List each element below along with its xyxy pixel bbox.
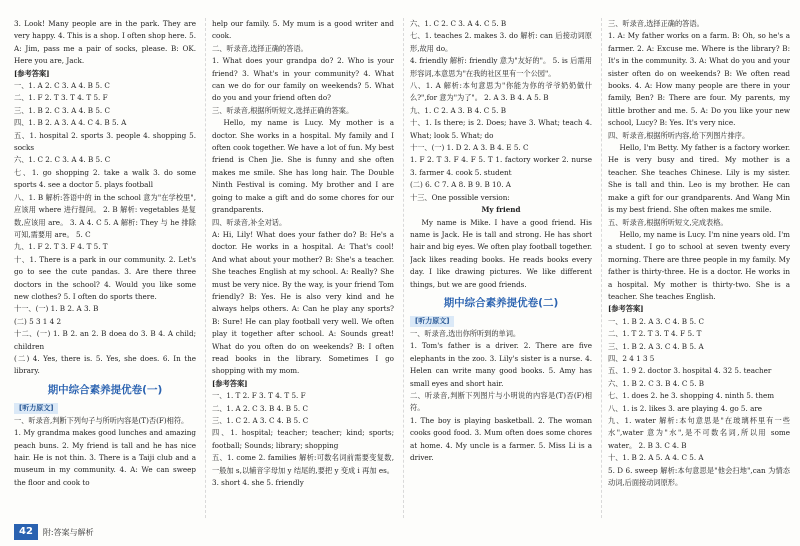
text-line: 九、1. C 2. A 3. B 4. C 5. B (410, 105, 506, 115)
text-line: 十、1. Is there; is 2. Does; have 3. What; teach 4. What; look 5. What; do (410, 118, 592, 140)
subsection-label: [听力原文] (410, 316, 454, 327)
footer-label: 附:答案与解析 (42, 527, 94, 537)
column-3 (410, 18, 592, 518)
answer-heading: [参考答案] (14, 68, 50, 78)
text-line: 五、1. come 2. families 解析:可数名词前需要变复数,一般加 s,以辅音字母加 y 结尾的,要把 y 变成 i 再加 es。 3. short 4. she 5. friendly (212, 453, 394, 488)
text-line: 九、1. water 解析:本句意思是"在玻璃杯里有一些水",water 意为"水",是不可数名词,所以用 some water。 2. B 3. C 4. B (608, 416, 790, 450)
text-line: Hello, my name is Lucy. I'm nine years old. I'm a student. I go to school at seven twenty every morning. There are three people in my family. My father is thirty-three. He is a doctor. He works in a hospital. My mother is thirty-two. She is a teacher. She teaches English. (608, 229, 790, 301)
text-line: 四、1. B 2. A 3. A 4. C 4. B 5. A (14, 118, 127, 128)
text-line: A: Hi, Lily! What does your father do? B: He's a doctor. He works in a hospital. A: That's cool! And what about your mother? B: She's a teacher. She teaches English at my school. A: Really? She must be very nice. By the way, is your friend Tom friendly? B: Yes. He is also very kind and he always helps others. A: Can he play any sports? B: Sure! He can play football very well. We often play it together after school. A: Sounds great! What do you often do on weekends? B: I often read books in the library. Sometimes I go shopping with my mom. (212, 229, 394, 376)
text-line: 1. Tom's father is a driver. 2. There are five elephants in the zoo. 3. Lily's sister is a nurse. 4. Helen can write many good books. 5. Amy has small eyes and short hair. (410, 341, 592, 388)
text-line: 八、1. B 解析:答语中的 in the school 意为"在学校里",应该用 where 进行提问。 2. B 解析: vegetables 是复数,应该用 are。 3. A 4. C 5. A 解析: They 与 he 排除可知,需要用 are。 5. C (14, 192, 196, 239)
text-line: 二、1. F 2. T 3. T 4. T 5. F (14, 93, 108, 103)
text-line: 三、1. B 2. C 3. A 4. B 5. C (14, 105, 110, 115)
text-line: 4. friendly 解析: friendly 意为"友好的"。 5. is 后需用形容词,本意思为"在我的社区里有一个公园"。 (410, 56, 592, 78)
subsection-row (410, 315, 592, 328)
text-line: 九、1. F 2. T 3. F 4. T 5. T (14, 242, 108, 252)
column-divider (205, 18, 206, 518)
text-line: 七、1. teaches 2. makes 3. do 解析: can 后接动词原形,故用 do。 (410, 31, 592, 53)
text-line: 一、听录音,判断下列句子与所听内容是(T)否(F)相符。 (14, 415, 189, 425)
text-line: 四、1. hospital; teacher; teacher; kind; sports; football; Sounds; library; shopping (212, 428, 394, 450)
text-line: 1. What does your grandpa do? 2. Who is your friend? 3. What's in your community? 4. What can we do for our family on weekends? 5. What do you and your friend often do? (212, 56, 394, 103)
text-line: 1. The boy is playing basketball. 2. The woman cooks good food. 3. Mum often does some chores at home. 4. My uncle is a farmer. 5. Miss Li is a driver. (410, 415, 592, 462)
text-line: 一、1. T 2. F 3. T 4. T 5. F (212, 391, 306, 401)
text-line: 八、1. A 解析:本句意思为"你能为你的爷爷奶奶做什么?",for 意为"为了"。 2. A 3. B 4. A 5. B (410, 81, 592, 103)
text-line: 四、2 4 1 3 5 (608, 353, 655, 363)
text-line: 二、听录音,选择正确的答语。 (212, 43, 308, 53)
column-4 (608, 18, 790, 518)
text-line: 十一、(一) 1. D 2. A 3. B 4. E 5. C (410, 143, 529, 153)
text-line: 二、1. A 2. C 3. B 4. B 5. C (212, 403, 308, 413)
text-line: 一、1. A 2. C 3. A 4. B 5. C (14, 81, 110, 91)
text-line: 1. My grandma makes good lunches and amazing peach buns. 2. My friend is tall and he has nice hair. He is not thin. 3. There is a Taiji club and a museum in my community. 4. A: We can sweep the floor and cook to (14, 428, 196, 487)
text-line: 四、听录音,根据所听内容,给下列图片排序。 (608, 130, 750, 140)
text-line: 五、1. hospital 2. sports 3. people 4. shopping 5. socks (14, 130, 196, 153)
answer-heading: [参考答案] (212, 378, 248, 388)
subsection-row (14, 402, 196, 415)
subsection-label: [听力原文] (14, 403, 58, 414)
text-line: Hello, my name is Lucy. My mother is a doctor. She works in a hospital. My family and I often cook together. We have a lot of fun. My best friend is Chen Jie. She is funny and she often makes me smile. She has long hair. The Double Ninth Festival is coming. My brother and I are going to make a gift and do some chores for our grandparents. (212, 118, 394, 215)
text-line: 一、听录音,选出你所听到的单词。 (410, 328, 521, 338)
column-divider (601, 18, 602, 518)
text-line: Hello, I'm Betty. My father is a factory worker. He is very busy and tired. My mother is a teacher. She teaches Chinese. Lily is my sister. She is tall and thin. Leo is my brother. He can make a gift for our grandparents. And Wang Min is my best friend. She often makes me smile. (608, 143, 790, 215)
text-line: 十三、One possible version: (410, 192, 510, 202)
text-line: 一、1. B 2. A 3. C 4. B 5. C (608, 316, 704, 326)
text-line: 六、1. B 2. C 3. B 4. C 5. B (608, 378, 705, 388)
column-1 (14, 18, 196, 518)
text-line: My name is Mike. I have a good friend. His name is Jack. He is tall and strong. He has short hair and big eyes. We often play football together. Jack likes reading books. He reads books every day. I like drawing pictures. We like different things, but we are good friends. (410, 217, 592, 289)
text-line: My friend (481, 205, 521, 215)
text-line: 三、1. B 2. A 3. C 4. B 5. A (608, 341, 704, 351)
column-divider (403, 18, 404, 518)
text-line: 3. Look! Many people are in the park. They are very happy. 4. This is a shop. I often shop here. 5. A: Jim, pass me a pair of socks, please. B: OK. Here you are, Jack. (14, 19, 196, 66)
text-line: 十、1. B 2. A 5. A 4. C 5. A (608, 453, 704, 463)
answer-heading: [参考答案] (608, 304, 644, 314)
text-line: 五、听录音,根据所听短文,完成表格。 (608, 217, 728, 227)
text-line: 三、听录音,根据所听短文,选择正确的答案。 (212, 105, 354, 115)
text-line: 三、1. C 2. A 3. C 4. B 5. C (212, 416, 309, 425)
text-line: 七、1. does 2. he 3. shopping 4. ninth 5. them (608, 391, 775, 401)
text-line: 三、听录音,选择正确的答语。 (608, 19, 704, 28)
text-line: 六、1. C 2. C 3. A 4. B 5. C (14, 155, 111, 165)
text-line: 七、1. go shopping 2. take a walk 3. do some sports 4. see a doctor 5. plays football (14, 167, 196, 190)
page-number: 42 (14, 524, 38, 540)
text-line: 四、听录音,补全对话。 (212, 217, 287, 227)
text-line: 1. F 2. T 3. F 4. F 5. T 1. factory worker 2. nurse 3. farmer 4. cook 5. student (410, 155, 592, 177)
text-line: 十、1. There is a park in our community. 2. Let's go to see the cute pandas. 3. Are there three doctors in the school? 4. Would you like some new clothes? 5. I often do sports there. (14, 254, 196, 301)
section-title: 期中综合素养提优卷(一) (47, 383, 163, 396)
text-line: 十一、(一) 1. B 2. A 3. B (14, 304, 99, 314)
text-line: 二、听录音,判断下列图片与小明说的内容是(T)否(F)相符。 (410, 390, 592, 413)
text-line: help our family. 5. My mum is a good writer and cook. (212, 19, 394, 41)
page-footer (14, 524, 94, 540)
text-line: 1. A: My father works on a farm. B: Oh, so he's a farmer. 2. A: Excuse me. Where is the library? B: It's in the community. 3. A: What do you and your sister often do on weekends? B: We often read books. 4. A: How many people are there in your family, Ben? B: There are four. My parents, my little brother and me. 5. A: Do you like your new school, Lucy? B: Yes. It's very nice. (608, 31, 790, 128)
text-line: 六、1. C 2. C 3. A 4. C 5. B (410, 19, 507, 28)
text-line: 十二、(一) 1. B 2. an 2. B doea do 3. B 4. A child; children (14, 329, 196, 351)
text-line: (二) 6. C 7. A 8. B 9. B 10. A (410, 180, 511, 190)
section-title: 期中综合素养提优卷(二) (443, 296, 559, 309)
text-line: 八、1. is 2. likes 3. are playing 4. go 5. are (608, 403, 763, 413)
text-line: (二) 5 3 1 4 2 (14, 316, 62, 326)
column-2 (212, 18, 394, 518)
text-line: 二、1. T 2. T 3. T 4. F 5. T (608, 329, 702, 339)
text-line: 五、1. 9 2. doctor 3. hospital 4. 32 5. teacher (608, 366, 772, 376)
text-line: (二) 4. Yes, there is. 5. Yes, she does. 6. In the library. (14, 353, 196, 376)
text-line: 5. D 6. sweep 解析:本句意思是"他会扫地",can 为情态动词,后面接动词原形。 (608, 465, 790, 488)
